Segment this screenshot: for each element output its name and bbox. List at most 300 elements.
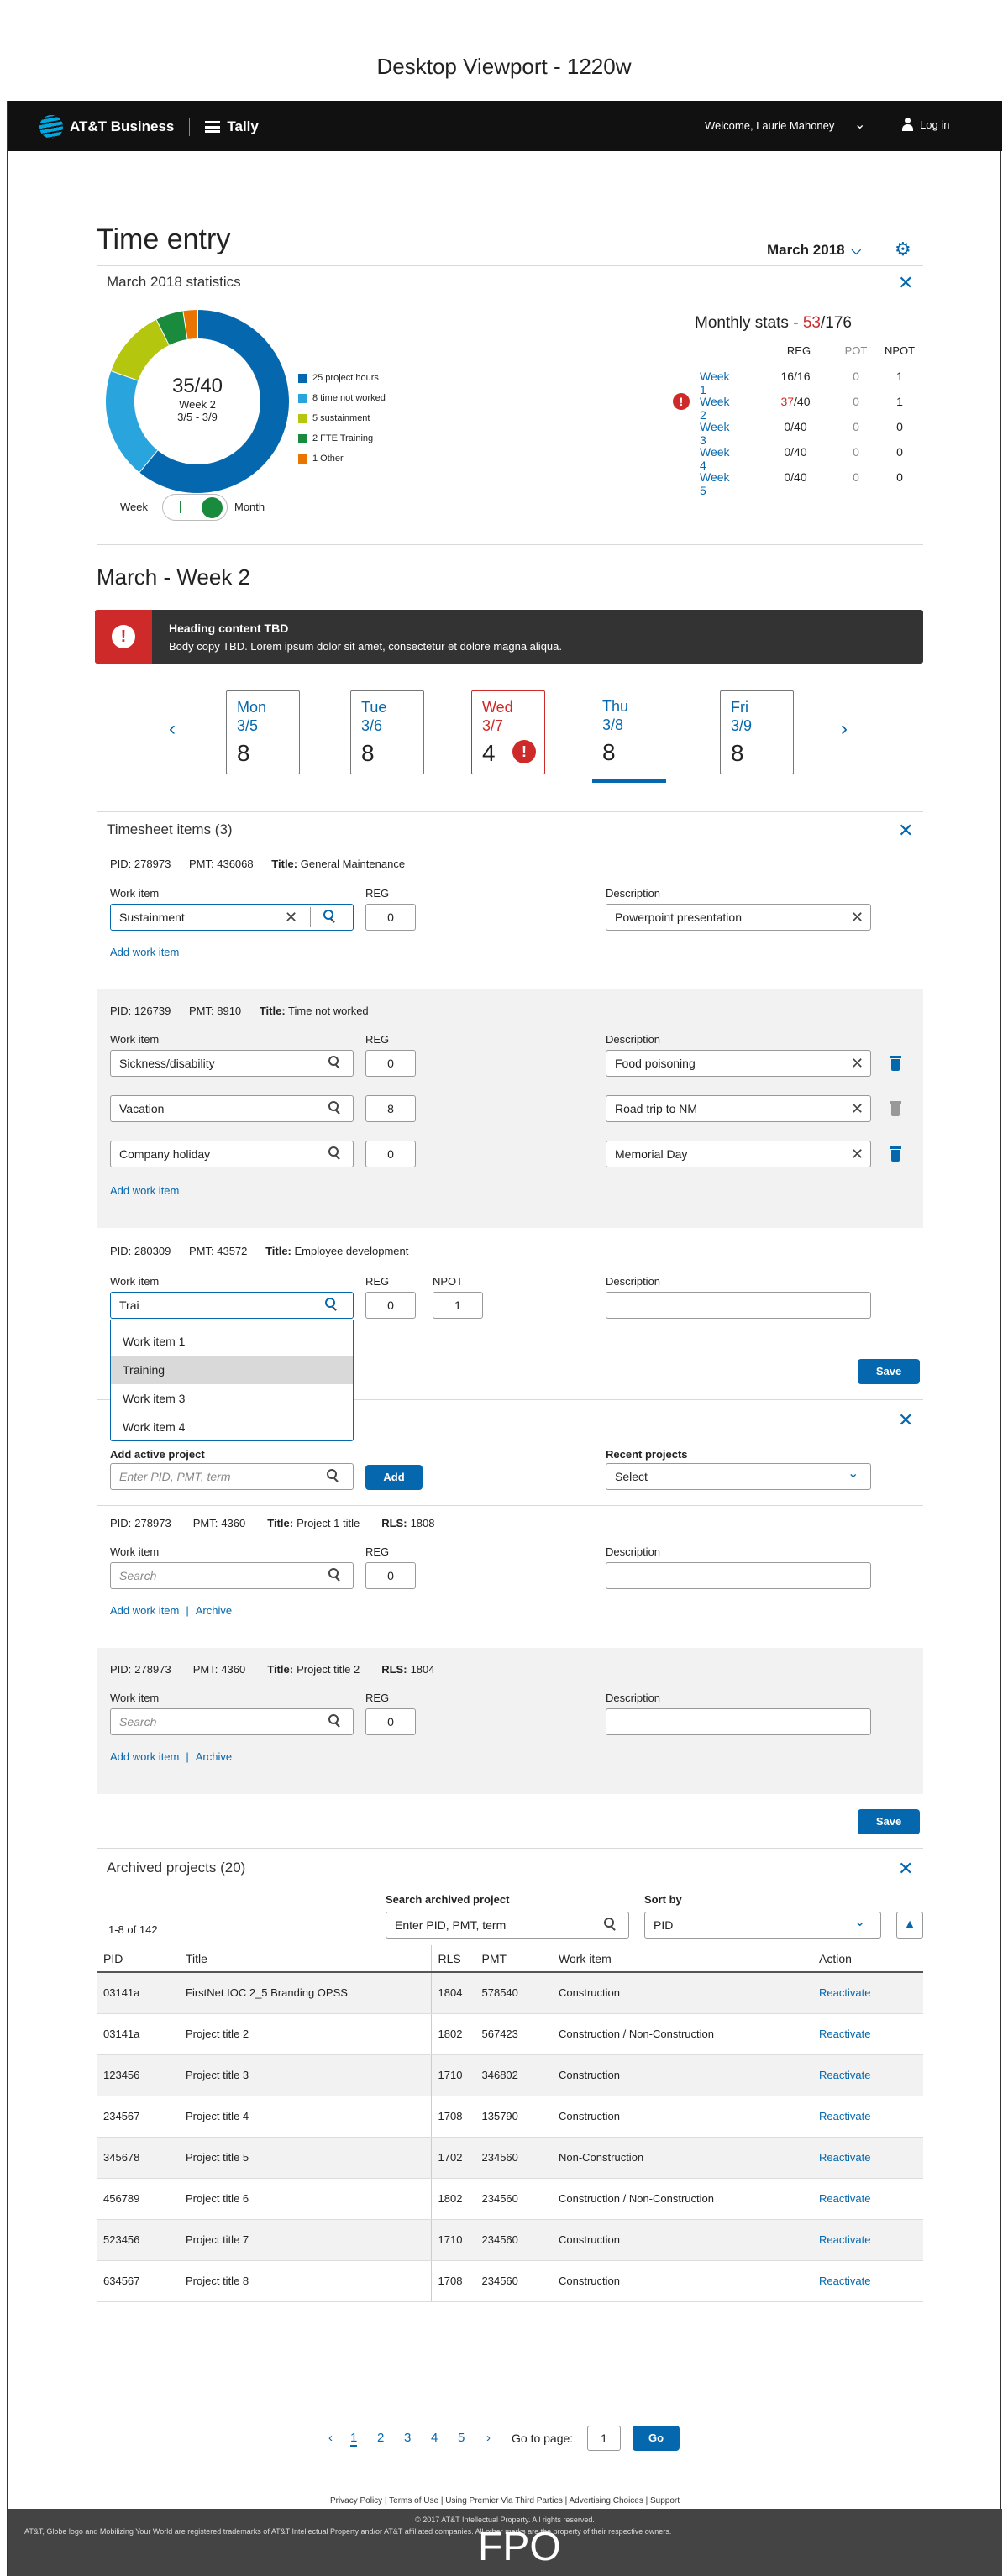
cell-rls: 1802 [431,2178,475,2219]
legend-label: 8 time not worked [312,393,386,403]
footer-copyright: © 2017 AT&T Intellectual Property. All rights reserved. [415,2516,595,2524]
monthly-stats-value: 53 [802,314,821,332]
cell-action [812,2096,923,2137]
work-item-label: Work item [110,1545,160,1558]
work-item-dropdown [110,1320,354,1441]
legend-label: 1 Other [312,454,344,464]
day-date: 3/8 [602,716,624,733]
app-name: Tally [227,118,259,134]
cell-title: Project title 3 [179,2054,431,2096]
reg-label: REG [365,1692,390,1704]
legend-item [298,388,386,408]
search-icon[interactable] [328,1568,339,1578]
cell-title: Project title 2 [179,2013,431,2054]
week-link[interactable]: Week 4 [700,445,730,472]
week-pot: 0 [853,370,859,383]
day-name: Wed [482,699,513,716]
cell-pid: 523456 [97,2219,179,2260]
table-row [97,2096,923,2137]
donut-slice [124,333,163,375]
trash-icon[interactable] [890,1056,901,1071]
add-work-item-link[interactable]: Add work item [110,1750,180,1763]
dropdown-option[interactable]: Training [111,1356,353,1384]
table-row [97,2219,923,2260]
trash-icon[interactable] [890,1146,901,1162]
work-item-search-input[interactable]: Search [110,1708,354,1735]
cell-action [812,2178,923,2219]
day-card-fri[interactable] [720,690,794,774]
column-header: RLS [431,1945,475,1972]
week-pot: 0 [853,395,859,408]
donut-slice [186,324,197,325]
cell-rls: 1802 [431,2013,475,2054]
day-date: 3/7 [482,717,504,734]
reg-input[interactable]: 0 [365,1050,416,1077]
monthly-stats-label: Monthly stats - [695,314,799,332]
monthly-stats-total: /176 [820,314,852,332]
search-icon[interactable] [604,1918,614,1928]
cell-title: Project title 7 [179,2219,431,2260]
cell-pid: 03141a [97,1972,179,2013]
description-input[interactable] [606,1292,871,1319]
legend-swatch [298,394,307,403]
week-pot: 0 [853,420,859,433]
day-name: Fri [731,699,748,716]
login-link[interactable] [902,118,949,131]
cell-pmt: 567423 [475,2013,552,2054]
project-3-meta: PID: 280309 PMT: 43572 Title: Employee development [110,1245,409,1257]
description-input[interactable]: Road trip to NM [606,1095,871,1122]
search-icon[interactable] [327,1469,337,1479]
search-icon[interactable] [328,1146,339,1157]
chevron-down-icon: ⌄ [848,1466,859,1481]
reg-input[interactable]: 8 [365,1095,416,1122]
legend-label: 2 FTE Training [312,433,374,443]
description-input[interactable]: Memorial Day [606,1141,871,1167]
description-label: Description [606,1545,661,1558]
go-to-page-label: Go to page: [512,2432,574,2445]
week-link[interactable]: Week 2 [700,395,730,422]
week-npot: 0 [896,445,903,459]
donut-legend [298,368,386,469]
cell-title: FirstNet IOC 2_5 Branding OPSS [179,1972,431,2013]
cell-work: Construction [552,2219,812,2260]
cell-pid: 345678 [97,2137,179,2178]
legend-swatch [298,434,307,443]
week-reg [772,470,819,484]
week-reg [772,395,819,408]
next-page-arrow[interactable]: › [486,2431,491,2445]
donut-week: Week 2 [179,398,216,411]
add-active-project-label: Add active project [110,1448,205,1461]
reactivate-link[interactable]: Reactivate [819,2233,871,2246]
column-header: PMT [475,1945,552,1972]
project-actions [110,1604,232,1617]
cell-pmt: 578540 [475,1972,552,2013]
user-icon [902,118,913,131]
cell-work: Construction / Non-Construction [552,2013,812,2054]
table-row [97,2260,923,2301]
reactivate-link[interactable]: Reactivate [819,2151,871,2164]
table-header-row [97,1945,923,1972]
cell-pmt: 346802 [475,2054,552,2096]
day-name: Mon [237,699,267,716]
column-header: PID [97,1945,179,1972]
sort-direction-button[interactable]: ▲ [896,1912,923,1939]
npot-input[interactable]: 1 [433,1292,483,1319]
active-project-meta: PID: 278973 PMT: 4360 Title: Project 1 title RLS: 1808 [110,1517,435,1529]
description-input[interactable]: Food poisoning [606,1050,871,1077]
week-reg-over: 37 [780,395,795,408]
week-reg [772,445,819,459]
cell-rls: 1708 [431,2096,475,2137]
week-npot: 1 [896,370,903,383]
week-reg [772,420,819,433]
recent-projects-select[interactable]: Select [606,1463,871,1490]
reg-label: REG [365,1275,390,1288]
table-row [97,2178,923,2219]
reg-label: REG [365,887,390,900]
cell-pmt: 234560 [475,2137,552,2178]
chevron-down-icon: ⌄ [854,1915,866,1929]
legend-swatch [298,414,307,423]
work-item-input[interactable]: Sustainment [110,904,354,931]
reactivate-link[interactable]: Reactivate [819,2274,871,2287]
week-reg [772,370,819,383]
week-pot: 0 [853,445,859,459]
close-icon[interactable]: ✕ [898,1858,914,1879]
reg-input[interactable]: 0 [365,1141,416,1167]
clear-icon[interactable]: ✕ [285,909,298,926]
cell-work: Construction / Non-Construction [552,2178,812,2219]
reactivate-link[interactable]: Reactivate [819,2192,871,2205]
description-input[interactable] [606,1708,871,1735]
legend-swatch [298,374,307,383]
week-npot: 1 [896,395,903,408]
clear-icon[interactable]: ✕ [851,1055,864,1072]
search-icon[interactable] [328,1101,339,1111]
timesheet-title: Timesheet items (3) [107,821,233,837]
day-card-wed[interactable] [471,690,545,774]
cell-pmt: 135790 [475,2096,552,2137]
divider [189,118,190,136]
column-header: Action [812,1945,923,1972]
go-to-page-input[interactable]: 1 [587,2426,621,2451]
save-button[interactable]: Save [858,1809,920,1834]
cell-action [812,2013,923,2054]
legend-swatch [298,454,307,464]
monthly-col-header: REG [786,344,811,357]
week-month-toggle[interactable] [162,494,228,521]
dropdown-option[interactable]: Work item 4 [123,1420,186,1434]
next-week-arrow[interactable]: › [841,717,848,740]
divider [97,811,923,812]
reactivate-link[interactable]: Reactivate [819,2069,871,2081]
reg-input[interactable]: 0 [365,904,416,931]
week-npot: 0 [896,420,903,433]
legend-item [298,368,386,388]
dropdown-option[interactable]: Work item 3 [123,1392,186,1405]
separator: | [186,1604,189,1617]
week-reg-value: 16/16 [780,370,811,383]
footer-links[interactable]: Privacy Policy | Terms of Use | Using Premier Via Third Parties | Advertising Choices | Support [329,2496,680,2505]
global-header [8,101,1002,151]
selected-day-indicator [592,779,666,783]
alert-icon: ! [112,625,135,648]
monthly-col-header: NPOT [884,344,916,357]
day-card-thu[interactable] [592,690,666,774]
divider [97,265,923,266]
active-project-meta: PID: 278973 PMT: 4360 Title: Project title 2 RLS: 1804 [110,1663,435,1676]
page-link[interactable]: 4 [431,2431,438,2445]
search-icon[interactable] [325,1298,335,1308]
archive-link[interactable]: Archive [195,1750,233,1763]
cell-title: Project title 6 [179,2178,431,2219]
cell-action [812,2054,923,2096]
description-input[interactable] [606,1562,871,1589]
week-title: March - Week 2 [97,564,251,590]
npot-label: NPOT [433,1275,464,1288]
cell-work: Construction [552,2054,812,2096]
description-input[interactable]: Powerpoint presentation [606,904,871,931]
week-link[interactable]: Week 1 [700,370,730,396]
week-pot: 0 [853,470,859,484]
cell-rls: 1710 [431,2219,475,2260]
error-icon: ! [512,740,536,763]
day-hours: 8 [602,739,616,765]
day-date: 3/5 [237,717,259,734]
cell-pid: 634567 [97,2260,179,2301]
clear-icon[interactable]: ✕ [851,1100,864,1117]
day-hours: 8 [237,740,250,766]
week-link[interactable]: Week 5 [700,470,730,497]
legend-item [298,428,386,449]
toggle-track-mark [180,501,181,513]
add-work-item-link[interactable]: Add work item [110,1184,180,1197]
clear-icon[interactable]: ✕ [851,909,864,926]
week-reg-value: /40 [794,395,811,408]
trash-icon[interactable] [890,1101,901,1116]
save-button[interactable]: Save [858,1359,920,1384]
alert-banner [95,610,923,664]
week-reg-value: 0/40 [784,470,807,484]
add-work-item-link[interactable]: Add work item [110,1604,180,1617]
project-1-meta: PID: 278973 PMT: 436068 Title: General Maintenance [110,858,406,870]
globe-icon [39,115,63,139]
cell-action [812,2219,923,2260]
work-item-input[interactable]: Vacation [110,1095,354,1122]
reactivate-link[interactable]: Reactivate [819,1986,871,2000]
divider [310,907,311,927]
legend-item [298,449,386,469]
app-menu[interactable] [205,118,258,135]
dropdown-option[interactable]: Work item 1 [123,1335,186,1348]
search-icon[interactable] [328,1714,339,1724]
brand-logo[interactable] [39,115,259,139]
cell-action [812,2260,923,2301]
reg-label: REG [365,1033,390,1046]
work-item-input[interactable]: Trai [110,1292,354,1319]
alert-icon-block [95,610,152,664]
page-frame [7,101,1001,2576]
work-item-label: Work item [110,1033,160,1046]
recent-projects-label: Recent projects [606,1448,688,1461]
project-2-meta: PID: 126739 PMT: 8910 Title: Time not worked [110,1005,369,1017]
search-icon[interactable] [323,910,333,920]
donut-center [137,375,258,423]
work-item-input[interactable]: Sickness/disability [110,1050,354,1077]
cell-action [812,1972,923,2013]
prev-page-arrow[interactable]: ‹ [328,2431,333,2445]
toggle-month-label: Month [234,501,265,513]
cell-rls: 1804 [431,1972,475,2013]
week-reg-value: 0/40 [784,445,807,459]
page-link[interactable]: 3 [404,2431,412,2445]
monthly-col-header: POT [844,344,868,357]
day-name: Tue [361,699,387,716]
reg-input[interactable]: 0 [365,1708,416,1735]
cell-action [812,2137,923,2178]
reg-label: REG [365,1545,390,1558]
column-header: Work item [552,1945,812,1972]
day-hours: 4 [482,740,496,766]
page-link[interactable]: 2 [377,2431,385,2445]
column-header: Title [179,1945,431,1972]
day-date: 3/6 [361,717,383,734]
archived-table [97,1945,923,2302]
go-button[interactable]: Go [633,2426,680,2451]
cell-pmt: 234560 [475,2219,552,2260]
cell-pid: 234567 [97,2096,179,2137]
cell-work: Non-Construction [552,2137,812,2178]
error-icon: ! [673,393,690,410]
description-label: Description [606,1692,661,1704]
reactivate-link[interactable]: Reactivate [819,2110,871,2122]
reg-input[interactable]: 0 [365,1292,416,1319]
divider [97,1848,923,1849]
cell-title: Project title 8 [179,2260,431,2301]
footer [8,2509,1002,2576]
footer-legal: AT&T, Globe logo and Mobilizing Your World are registered trademarks of AT&T Intellectual Property and/or AT&T affiliated companies. All other marks are the property of their respective owners. [24,2527,672,2536]
cell-work: Construction [552,1972,812,2013]
work-item-label: Work item [110,1692,160,1704]
archived-search-label: Search archived project [386,1893,510,1906]
day-name: Thu [602,698,629,715]
week-reg-value: 0/40 [784,420,807,433]
close-icon[interactable]: ✕ [898,272,914,293]
close-icon[interactable]: ✕ [898,820,914,841]
table-row [97,2013,923,2054]
add-button[interactable]: Add [365,1465,423,1490]
cell-pid: 123456 [97,2054,179,2096]
archived-search-input[interactable]: Enter PID, PMT, term [386,1912,629,1939]
stats-title: March 2018 statistics [107,274,241,290]
work-item-label: Work item [110,1275,160,1288]
table-row [97,2054,923,2096]
donut-value: 35/40 [171,375,223,397]
cell-title: Project title 4 [179,2096,431,2137]
description-label: Description [606,1275,661,1288]
page-link[interactable]: 1 [350,2431,358,2445]
page-link[interactable]: 5 [458,2431,465,2445]
toggle-knob [202,497,223,518]
cell-rls: 1702 [431,2137,475,2178]
sort-by-label: Sort by [644,1893,682,1906]
monthly-stats [695,314,852,333]
cell-work: Construction [552,2260,812,2301]
hamburger-icon [205,121,220,133]
table-row [97,1972,923,2013]
divider [97,544,923,545]
reactivate-link[interactable]: Reactivate [819,2028,871,2040]
cell-work: Construction [552,2096,812,2137]
month-select[interactable] [767,242,861,259]
legend-label: 25 project hours [312,373,379,383]
chevron-down-icon: ⌵ [851,243,861,258]
add-work-item-link[interactable]: Add work item [110,946,180,958]
welcome-text: Welcome, Laurie Mahoney [705,119,835,132]
login-label: Log in [920,118,950,131]
cell-pmt: 234560 [475,2178,552,2219]
day-date: 3/9 [731,717,753,734]
clear-icon[interactable]: ✕ [851,1146,864,1162]
fpo-watermark: FPO [478,2525,561,2569]
search-icon[interactable] [328,1056,339,1066]
gear-icon[interactable]: ⚙ [895,239,911,260]
separator: | [186,1750,189,1763]
day-card-tue[interactable] [350,690,424,774]
archive-link[interactable]: Archive [195,1604,233,1617]
work-item-input[interactable]: Company holiday [110,1141,354,1167]
description-label: Description [606,1033,661,1046]
close-icon[interactable]: ✕ [898,1409,914,1430]
archived-title: Archived projects (20) [107,1860,246,1876]
cell-pid: 456789 [97,2178,179,2219]
cell-pmt: 234560 [475,2260,552,2301]
prev-week-arrow[interactable]: ‹ [169,717,176,740]
page-title: Time entry [97,223,231,255]
sort-by-select[interactable]: PID [644,1912,881,1939]
description-label: Description [606,887,661,900]
reg-input[interactable]: 0 [365,1562,416,1589]
day-card-mon[interactable] [226,690,300,774]
cell-title: Project title 5 [179,2137,431,2178]
week-npot: 0 [896,470,903,484]
work-item-label: Work item [110,887,160,900]
add-project-search-input[interactable]: Enter PID, PMT, term [110,1463,354,1490]
cell-pid: 03141a [97,2013,179,2054]
legend-label: 5 sustainment [312,413,370,423]
cell-rls: 1708 [431,2260,475,2301]
toggle-week-label: Week [120,501,148,513]
viewport-caption: Desktop Viewport - 1220w [376,54,632,79]
brand-name: AT&T Business [70,118,175,134]
donut-range: 3/5 - 3/9 [177,411,218,423]
week-link[interactable]: Week 3 [700,420,730,447]
month-select-value: March 2018 [767,242,845,258]
day-hours: 8 [361,740,375,766]
divider [97,1505,923,1506]
work-item-search-input[interactable]: Search [110,1562,354,1589]
alert-heading: Heading content TBD [169,622,289,635]
project-actions [110,1750,232,1763]
result-count: 1-8 of 142 [108,1923,158,1936]
cell-rls: 1710 [431,2054,475,2096]
table-row [97,2137,923,2178]
donut-slice [163,325,186,332]
chevron-down-icon[interactable]: ⌄ [854,118,866,132]
day-hours: 8 [731,740,744,766]
